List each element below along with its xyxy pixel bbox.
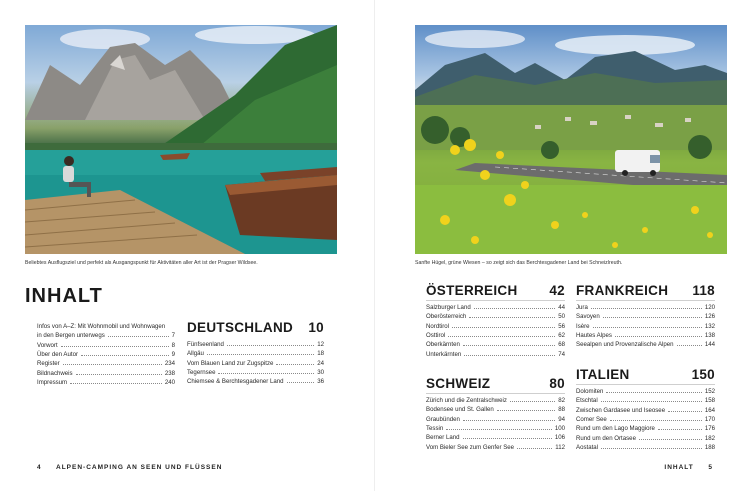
section-title: ITALIEN bbox=[576, 367, 630, 382]
toc-entry-title: Graubünden bbox=[426, 415, 460, 423]
toc-entry-title: Seealpen und Provenzalische Alpen bbox=[576, 341, 674, 349]
toc-entry[interactable] bbox=[37, 341, 175, 350]
section-heading-schweiz bbox=[426, 376, 565, 391]
toc-entry[interactable] bbox=[576, 396, 715, 405]
toc-entry[interactable] bbox=[576, 387, 715, 396]
frankreich-toc-list bbox=[576, 303, 715, 350]
toc-entry[interactable] bbox=[576, 312, 715, 321]
dot-leader bbox=[497, 410, 555, 411]
toc-entry-page: 50 bbox=[558, 313, 565, 321]
toc-entry-title: Hautes Alpes bbox=[576, 332, 612, 340]
toc-entry-page: 238 bbox=[164, 369, 175, 377]
toc-entry-page: 234 bbox=[164, 360, 175, 368]
toc-entry-page: 182 bbox=[704, 434, 715, 442]
italien-toc-list bbox=[576, 387, 715, 452]
oesterreich-toc-list bbox=[426, 303, 565, 359]
dot-leader bbox=[591, 308, 702, 309]
toc-entry-page: 68 bbox=[558, 341, 565, 349]
toc-entry-page: 188 bbox=[704, 444, 715, 452]
dot-leader bbox=[677, 345, 702, 346]
toc-entry-page: 170 bbox=[704, 416, 715, 424]
toc-entry-title: Tegernsee bbox=[187, 369, 216, 377]
toc-entry[interactable] bbox=[426, 443, 565, 452]
toc-entry[interactable] bbox=[426, 331, 565, 340]
section-rule bbox=[426, 300, 565, 301]
section-page-number: 10 bbox=[308, 320, 324, 335]
toc-entry-page: 74 bbox=[558, 350, 565, 358]
toc-entry[interactable] bbox=[426, 396, 565, 405]
dot-leader bbox=[615, 336, 702, 337]
folio-number: 5 bbox=[708, 464, 713, 471]
section-title: FRANKREICH bbox=[576, 283, 669, 298]
toc-entry-page: 12 bbox=[317, 341, 324, 348]
toc-entry-title: Bildnachweis bbox=[37, 369, 73, 377]
dot-leader bbox=[108, 336, 169, 337]
toc-entry[interactable] bbox=[576, 331, 715, 340]
meadow-photo-illustration bbox=[415, 25, 727, 254]
right-folio bbox=[664, 464, 713, 471]
dot-leader bbox=[287, 382, 315, 383]
dot-leader bbox=[463, 420, 555, 421]
toc-entry-title: Osttirol bbox=[426, 332, 446, 340]
dot-leader bbox=[61, 346, 169, 347]
section-rule bbox=[426, 393, 565, 394]
dot-leader bbox=[452, 327, 555, 328]
dot-leader bbox=[446, 429, 552, 430]
toc-entry-title: Vom Bieler See zum Genfer See bbox=[426, 443, 515, 451]
dot-leader bbox=[227, 345, 314, 346]
toc-entry-title: Oberkärnten bbox=[426, 341, 460, 349]
dot-leader bbox=[610, 420, 702, 421]
toc-entry-title: in den Bergen unterwegs bbox=[37, 332, 105, 340]
dot-leader bbox=[81, 355, 169, 356]
section-title: DEUTSCHLAND bbox=[187, 320, 294, 335]
toc-entry-title: Tessin bbox=[426, 425, 444, 433]
toc-entry-page: 56 bbox=[558, 322, 565, 330]
dot-leader bbox=[606, 392, 701, 393]
toc-entry[interactable] bbox=[187, 368, 324, 377]
toc-entry[interactable] bbox=[426, 312, 565, 321]
section-rule bbox=[576, 384, 715, 385]
dot-leader bbox=[207, 354, 314, 355]
section-rule bbox=[576, 300, 715, 301]
left-folio bbox=[37, 464, 222, 471]
toc-entry-page: 7 bbox=[171, 332, 175, 340]
dot-leader bbox=[517, 448, 552, 449]
toc-entry-page: 44 bbox=[558, 304, 565, 311]
toc-entry[interactable] bbox=[187, 340, 324, 349]
toc-entry-title: Comer See bbox=[576, 416, 607, 424]
toc-entry-page: 36 bbox=[317, 378, 324, 386]
lake-photo bbox=[25, 25, 337, 254]
section-page-number: 150 bbox=[691, 367, 715, 382]
toc-entry-page: 9 bbox=[171, 351, 175, 359]
toc-entry-title: Etschtal bbox=[576, 397, 598, 405]
toc-entry-page: 144 bbox=[704, 341, 715, 349]
folio-number: 4 bbox=[37, 464, 42, 471]
schweiz-toc-list bbox=[426, 396, 565, 452]
toc-entry[interactable] bbox=[576, 303, 715, 312]
toc-entry-title: Über den Autor bbox=[37, 351, 78, 359]
section-heading-deutschland bbox=[187, 320, 324, 335]
toc-entry-title: Oberösterreich bbox=[426, 313, 467, 321]
toc-entry[interactable] bbox=[576, 340, 715, 349]
toc-entry-page: 138 bbox=[704, 332, 715, 340]
toc-entry[interactable] bbox=[426, 322, 565, 331]
toc-entry-page: 62 bbox=[558, 332, 565, 340]
toc-entry[interactable] bbox=[576, 415, 715, 424]
toc-entry-page: 120 bbox=[704, 304, 715, 311]
toc-entry-title: Savoyen bbox=[576, 313, 600, 321]
toc-entry[interactable] bbox=[426, 405, 565, 414]
dot-leader bbox=[448, 336, 555, 337]
dot-leader bbox=[63, 364, 162, 365]
toc-entry[interactable] bbox=[426, 350, 565, 359]
toc-entry-title: Aostatal bbox=[576, 444, 599, 452]
running-title: INHALT bbox=[664, 464, 694, 471]
toc-entry-page: 106 bbox=[554, 434, 565, 442]
toc-entry-title: Nordtirol bbox=[426, 322, 450, 330]
toc-entry-title: Vom Blauen Land zur Zugspitze bbox=[187, 359, 274, 367]
deutschland-toc-list bbox=[187, 340, 324, 387]
toc-entry-page: 30 bbox=[317, 369, 324, 377]
dot-leader bbox=[464, 355, 555, 356]
toc-entry[interactable] bbox=[576, 406, 715, 415]
toc-entry-title: Register bbox=[37, 360, 60, 368]
toc-entry[interactable] bbox=[426, 433, 565, 442]
section-title: SCHWEIZ bbox=[426, 376, 491, 391]
dot-leader bbox=[276, 364, 314, 365]
toc-entry[interactable] bbox=[426, 340, 565, 349]
dot-leader bbox=[76, 374, 162, 375]
dot-leader bbox=[510, 401, 555, 402]
toc-entry-page: 88 bbox=[558, 406, 565, 414]
lake-photo-illustration bbox=[25, 25, 337, 254]
toc-entry-page: 24 bbox=[317, 359, 324, 367]
toc-entry-page: 158 bbox=[704, 397, 715, 405]
right-page bbox=[375, 0, 750, 491]
toc-entry[interactable] bbox=[37, 378, 175, 387]
toc-entry[interactable] bbox=[426, 424, 565, 433]
toc-entry[interactable] bbox=[576, 322, 715, 331]
toc-entry-title: Rund um den Lago Maggiore bbox=[576, 425, 655, 433]
toc-entry[interactable] bbox=[187, 377, 324, 386]
intro-toc-list bbox=[37, 322, 175, 387]
dot-leader bbox=[639, 439, 702, 440]
toc-entry-page: 240 bbox=[164, 379, 175, 387]
section-heading-oesterreich bbox=[426, 283, 565, 298]
toc-entry-page: 18 bbox=[317, 350, 324, 358]
dot-leader bbox=[463, 438, 552, 439]
toc-entry-page: 112 bbox=[555, 443, 565, 451]
dot-leader bbox=[469, 317, 555, 318]
toc-entry-title: Salzburger Land bbox=[426, 304, 471, 311]
dot-leader bbox=[603, 317, 702, 318]
toc-entry-title: Jura bbox=[576, 304, 588, 311]
toc-entry[interactable] bbox=[426, 415, 565, 424]
toc-entry-title: Vorwort bbox=[37, 341, 58, 349]
toc-entry[interactable] bbox=[37, 359, 175, 368]
toc-entry[interactable] bbox=[576, 443, 715, 452]
toc-entry-title: Berner Land bbox=[426, 434, 460, 442]
toc-entry-title: Infos von A–Z: Mit Wohnmobil und Wohnwagen bbox=[37, 323, 166, 330]
page-title: INHALT bbox=[25, 285, 103, 307]
toc-entry[interactable] bbox=[37, 322, 175, 331]
dot-leader bbox=[658, 429, 702, 430]
toc-entry[interactable] bbox=[187, 359, 324, 368]
toc-entry-title: Impressum bbox=[37, 379, 68, 387]
section-page-number: 118 bbox=[692, 283, 715, 298]
toc-entry-title: Rund um den Ortasee bbox=[576, 434, 636, 442]
dot-leader bbox=[601, 401, 702, 402]
toc-entry[interactable] bbox=[576, 424, 715, 433]
toc-entry-title: Zwischen Gardasee und Iseosee bbox=[576, 406, 666, 414]
left-photo-caption: Beliebtes Ausflugsziel und perfekt als Ausgangspunkt für Aktivitäten aller Art ist der Pragser Wildsee. bbox=[25, 260, 258, 266]
toc-entry[interactable] bbox=[187, 349, 324, 358]
toc-entry[interactable] bbox=[576, 434, 715, 443]
dot-leader bbox=[463, 345, 555, 346]
toc-entry-page: 176 bbox=[704, 425, 715, 433]
toc-entry-title: Unterkärnten bbox=[426, 350, 462, 358]
toc-entry-page: 152 bbox=[704, 388, 715, 395]
section-title: ÖSTERREICH bbox=[426, 283, 518, 298]
toc-entry-page: 132 bbox=[704, 322, 715, 330]
dot-leader bbox=[474, 308, 556, 309]
toc-entry-page: 94 bbox=[558, 415, 565, 423]
toc-entry-page: 100 bbox=[554, 425, 565, 433]
toc-entry-page: 8 bbox=[171, 341, 175, 349]
running-title: ALPEN-CAMPING AN SEEN UND FLÜSSEN bbox=[56, 464, 223, 471]
toc-entry[interactable] bbox=[426, 303, 565, 312]
toc-entry-page: 126 bbox=[704, 313, 715, 321]
section-heading-italien bbox=[576, 367, 715, 382]
dot-leader bbox=[601, 448, 702, 449]
toc-entry-title: Zürich und die Zentralschweiz bbox=[426, 397, 507, 404]
toc-entry-title: Allgäu bbox=[187, 350, 204, 358]
toc-entry-title: Chiemsee & Berchtesgadener Land bbox=[187, 378, 284, 386]
section-heading-frankreich bbox=[576, 283, 715, 298]
meadow-photo bbox=[415, 25, 727, 254]
toc-entry[interactable] bbox=[37, 331, 175, 340]
dot-leader bbox=[218, 373, 314, 374]
section-page-number: 80 bbox=[549, 376, 565, 391]
right-photo-caption: Sanfte Hügel, grüne Wiesen – so zeigt sich das Berchtesgadener Land bei Schneizlreuth. bbox=[415, 260, 623, 266]
toc-entry-title: Bodensee und St. Gallen bbox=[426, 406, 494, 414]
dot-leader bbox=[593, 327, 702, 328]
toc-entry-page: 164 bbox=[704, 406, 715, 414]
toc-entry[interactable] bbox=[37, 369, 175, 378]
toc-entry[interactable] bbox=[37, 350, 175, 359]
dot-leader bbox=[668, 411, 702, 412]
toc-entry-page: 82 bbox=[558, 397, 565, 404]
toc-entry-title: Dolomiten bbox=[576, 388, 604, 395]
toc-entry-title: Isère bbox=[576, 322, 590, 330]
dot-leader bbox=[70, 383, 162, 384]
toc-entry-title: Fünfseenland bbox=[187, 341, 224, 348]
section-page-number: 42 bbox=[549, 283, 565, 298]
